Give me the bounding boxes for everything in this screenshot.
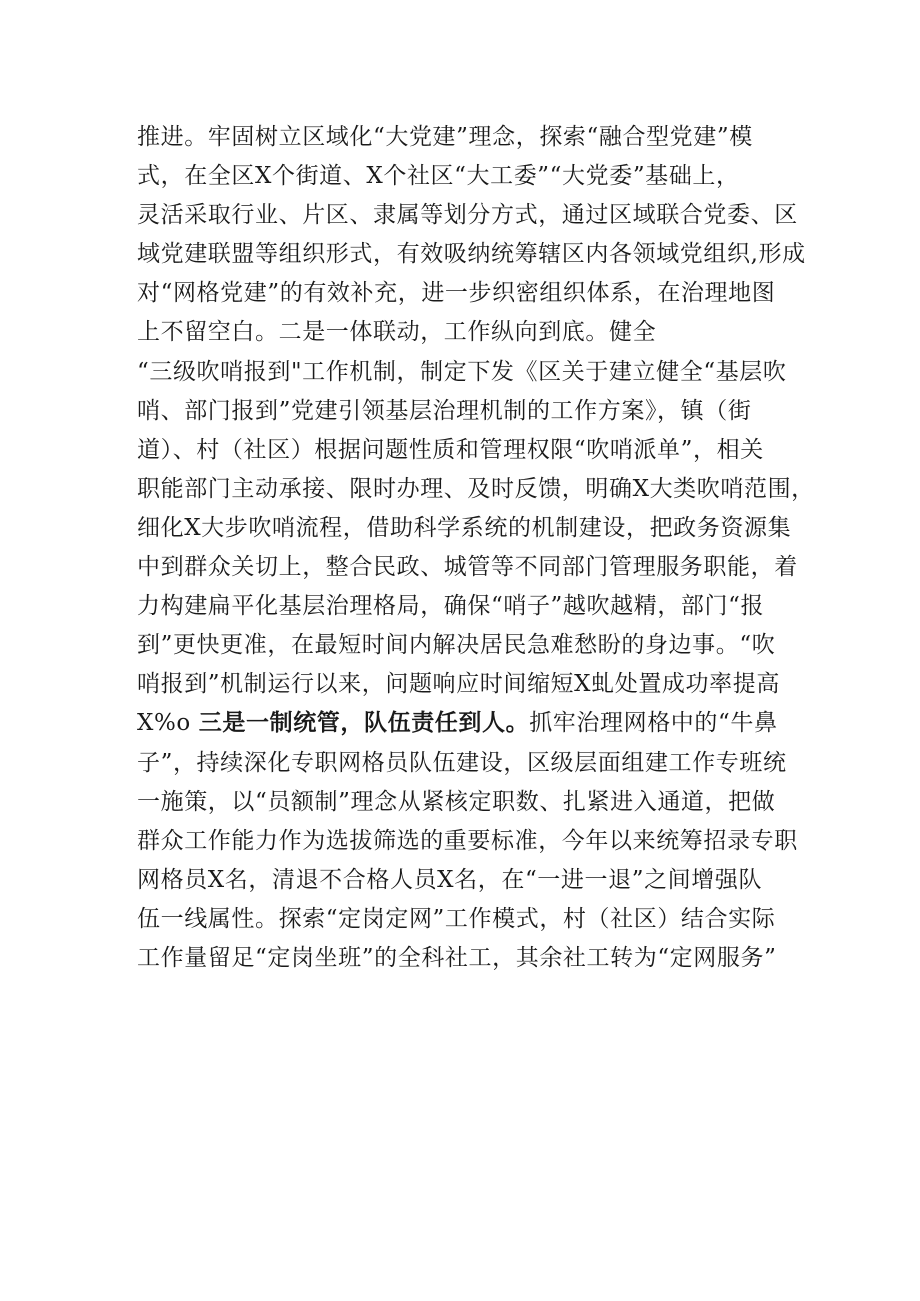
text-line: 力构建扁平化基层治理格局，确保“哨子”越吹越精，部门“报 <box>137 593 765 620</box>
text-line: 工作量留足“定岗坐班”的全科社工，其余社工转为“定网服务” <box>137 944 777 971</box>
text-line: 式，在全区X个街道、X个社区“大工委”“大党委”基础上， <box>137 163 740 190</box>
text-line: 群众工作能力作为选拔筛选的重要标准，今年以来统筹招录专职 <box>137 827 798 854</box>
text-line: 推进。牢固树立区域化“大党建”理念，探索“融合型党建”模 <box>137 124 753 150</box>
text-line: 伍一线属性。探索“定岗定网”工作模式，村（社区）结合实际 <box>137 905 776 932</box>
text-line: 中到群众关切上，整合民政、城管等不同部门管理服务职能，着 <box>137 554 798 581</box>
line-lead: X%o <box>137 710 199 737</box>
text-line: 灵活采取行业、片区、隶属等划分方式，通过区域联合党委、区 <box>137 202 798 229</box>
section-heading-emphasis: 三是一制统管，队伍责任到人。 <box>198 710 530 737</box>
text-line-mixed <box>137 704 797 743</box>
line-rest: 抓牢治理网格中的“牛鼻 <box>529 710 778 737</box>
text-line: 上不留空白。二是一体联动，工作纵向到底。健全 <box>137 319 657 346</box>
text-line: 子”，持续深化专职网格员队伍建设，区级层面组建工作专班统 <box>137 749 787 776</box>
text-line: 细化X大步吹哨流程，借助科学系统的机制建设，把政务资源集 <box>137 514 792 541</box>
text-line: 道）、村（社区）根据问题性质和管理权限“吹哨派单”，相关 <box>137 436 764 463</box>
text-line: 到”更快更准，在最短时间内解决居民急难愁盼的身边事。“吹 <box>137 632 776 659</box>
text-line: 职能部门主动承接、限时办理、及时反馈，明确X大类吹哨范围， <box>137 475 815 502</box>
body-text <box>137 118 815 978</box>
text-line: 哨报到”机制运行以来，问题响应时间缩短X虬处置成功率提高 <box>137 671 780 698</box>
text-line: 域党建联盟等组织形式，有效吸纳统筹辖区内各领域党组织,形成 <box>137 241 806 268</box>
text-line: 一施策，以“员额制”理念从紧核定职数、扎紧进入通道，把做 <box>137 788 776 815</box>
text-line: 对“网格党建”的有效补充，进一步织密组织体系，在治理地图 <box>137 280 776 307</box>
text-line: 网格员X名，清退不合格人员X名，在“一进一退”之间增强队 <box>137 866 763 893</box>
text-line: “三级吹哨报到"工作机制，制定下发《区关于建立健全“基层吹 <box>137 358 787 385</box>
text-line: 哨、部门报到”党建引领基层治理机制的工作方案》，镇（街 <box>137 397 752 424</box>
